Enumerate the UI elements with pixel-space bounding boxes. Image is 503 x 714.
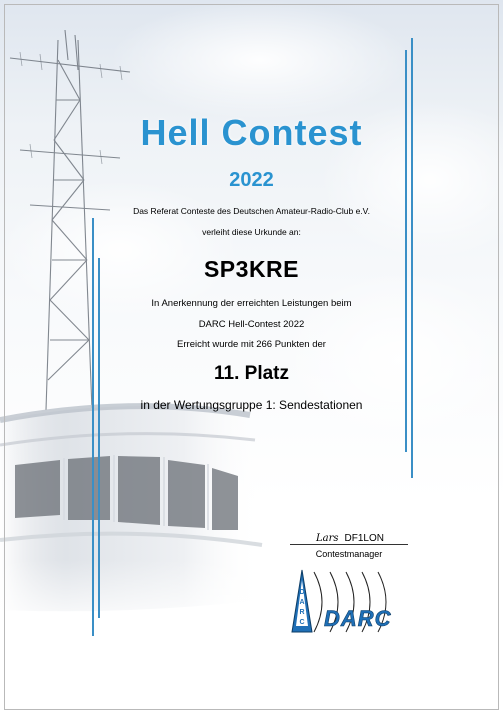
page-border — [4, 4, 499, 710]
logo-emblem-letter-c: C — [299, 619, 305, 626]
signer-callsign: DF1LON — [344, 533, 384, 544]
certificate-title: Hell Contest — [140, 112, 363, 153]
placement: 11. Platz — [214, 363, 289, 384]
darc-logo — [286, 566, 416, 638]
logo-emblem-letter-d: D — [299, 589, 305, 596]
signer-role: Contestmanager — [315, 549, 383, 559]
logo-wordmark: DARC — [324, 606, 392, 631]
certificate-year: 2022 — [229, 169, 274, 191]
intro-line-1: Das Referat Conteste des Deutschen Amateur-Radio-Club e.V. — [133, 206, 370, 216]
awardee-callsign: SP3KRE — [203, 256, 300, 282]
logo-emblem-letter-a: A — [299, 599, 305, 606]
handwritten-signature: Lars — [316, 533, 339, 544]
category-group: in der Wertungsgruppe 1: Sendestationen — [140, 398, 363, 412]
recognition-line: In Anerkennung der erreichten Leistungen beim — [151, 298, 352, 309]
contest-name: DARC Hell-Contest 2022 — [198, 319, 305, 330]
logo-emblem-letter-r: R — [299, 609, 305, 616]
points-line: Erreicht wurde mit 266 Punkten der — [177, 339, 326, 350]
intro-line-2: verleiht diese Urkunde an: — [202, 227, 301, 237]
signature-line — [290, 528, 408, 545]
